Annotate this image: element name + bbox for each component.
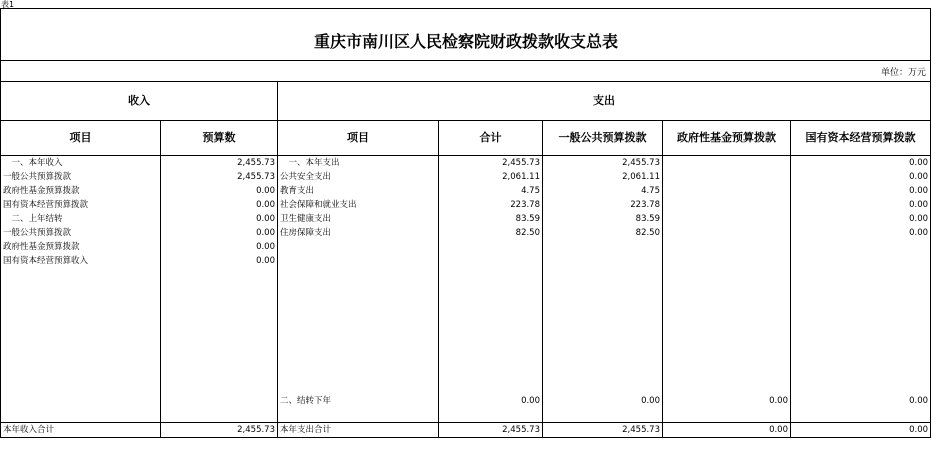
table-row <box>1 254 931 268</box>
total-cell <box>439 324 543 338</box>
total-cell: 82.50 <box>439 226 543 240</box>
state-capital-cell: 0.00 <box>791 212 931 226</box>
table-row <box>1 212 931 226</box>
expense-item-cell: 一、本年支出 <box>278 156 439 171</box>
expense-item-cell <box>278 380 439 394</box>
general-budget-cell <box>543 380 663 394</box>
total-cell: 4.75 <box>439 184 543 198</box>
state-capital-cell: 0.00 <box>791 156 931 171</box>
col-header-general: 一般公共预算拨款 <box>543 121 663 156</box>
income-value-cell <box>161 366 278 380</box>
income-item-cell: 政府性基金预算拨款 <box>1 184 161 198</box>
general-budget-cell: 2,455.73 <box>543 156 663 171</box>
income-item-cell <box>1 268 161 282</box>
state-capital-cell: 0.00 <box>791 198 931 212</box>
total-cell: 83.59 <box>439 212 543 226</box>
expense-item-cell <box>278 296 439 310</box>
general-budget-cell <box>543 366 663 380</box>
state-capital-cell <box>791 338 931 352</box>
income-item-cell <box>1 380 161 394</box>
total-cell <box>439 352 543 366</box>
table-row-totals <box>1 423 931 438</box>
income-value-cell <box>161 338 278 352</box>
expense-item-cell <box>278 324 439 338</box>
income-item-cell <box>1 324 161 338</box>
total-cell <box>439 282 543 296</box>
state-capital-cell <box>791 282 931 296</box>
fund-budget-cell <box>663 268 791 282</box>
income-item-cell: 二、上年结转 <box>1 212 161 226</box>
col-header-state: 国有资本经营预算拨款 <box>791 121 931 156</box>
general-budget-cell: 0.00 <box>543 394 663 408</box>
general-budget-cell: 2,061.11 <box>543 170 663 184</box>
table-row <box>1 170 931 184</box>
income-value-cell <box>161 268 278 282</box>
state-capital-cell: 0.00 <box>791 170 931 184</box>
income-value-cell: 0.00 <box>161 226 278 240</box>
table-row-empty <box>1 324 931 338</box>
income-value-cell <box>161 296 278 310</box>
general-budget-cell <box>543 338 663 352</box>
income-value-cell: 0.00 <box>161 184 278 198</box>
total-cell <box>439 268 543 282</box>
total-cell <box>439 408 543 423</box>
total-cell <box>439 338 543 352</box>
state-capital-cell <box>791 408 931 423</box>
total-cell <box>439 380 543 394</box>
total-cell <box>439 240 543 254</box>
table-row-empty <box>1 338 931 352</box>
income-section-header: 收入 <box>1 82 278 121</box>
general-budget-cell <box>543 324 663 338</box>
total-cell: 2,455.73 <box>439 423 543 438</box>
table-row <box>1 156 931 171</box>
income-item-cell <box>1 408 161 423</box>
income-value-cell <box>161 380 278 394</box>
income-value-cell <box>161 394 278 408</box>
expense-item-cell <box>278 268 439 282</box>
income-item-cell: 政府性基金预算拨款 <box>1 240 161 254</box>
income-item-cell <box>1 296 161 310</box>
expense-item-cell: 二、结转下年 <box>278 394 439 408</box>
income-item-cell: 一般公共预算拨款 <box>1 170 161 184</box>
expense-item-cell <box>278 366 439 380</box>
total-cell: 223.78 <box>439 198 543 212</box>
table-row <box>1 240 931 254</box>
fund-budget-cell <box>663 338 791 352</box>
fund-budget-cell <box>663 352 791 366</box>
state-capital-cell <box>791 352 931 366</box>
income-value-cell <box>161 352 278 366</box>
general-budget-cell <box>543 296 663 310</box>
report-title: 重庆市南川区人民检察院财政拨款收支总表 <box>313 32 618 51</box>
expense-item-cell <box>278 352 439 366</box>
table-row <box>1 226 931 240</box>
fund-budget-cell <box>663 170 791 184</box>
income-item-cell <box>1 338 161 352</box>
state-capital-cell <box>791 254 931 268</box>
fund-budget-cell <box>663 296 791 310</box>
state-capital-cell: 0.00 <box>791 184 931 198</box>
general-budget-cell <box>543 352 663 366</box>
general-budget-cell: 223.78 <box>543 198 663 212</box>
income-value-cell <box>161 324 278 338</box>
table-row <box>1 184 931 198</box>
table-row-carry-forward <box>1 394 931 408</box>
table-row-empty <box>1 380 931 394</box>
income-value-cell <box>161 408 278 423</box>
table-row-empty <box>1 366 931 380</box>
income-value-cell: 2,455.73 <box>161 170 278 184</box>
general-budget-cell <box>543 268 663 282</box>
expense-item-cell: 卫生健康支出 <box>278 212 439 226</box>
total-cell: 2,455.73 <box>439 156 543 171</box>
income-item-cell <box>1 394 161 408</box>
table-row-empty <box>1 296 931 310</box>
income-value-cell: 2,455.73 <box>161 423 278 438</box>
col-header-total: 合计 <box>439 121 543 156</box>
expense-item-cell: 公共安全支出 <box>278 170 439 184</box>
state-capital-cell: 0.00 <box>791 226 931 240</box>
table-row-empty <box>1 408 931 423</box>
state-capital-cell <box>791 324 931 338</box>
fund-budget-cell <box>663 282 791 296</box>
fund-budget-cell <box>663 254 791 268</box>
general-budget-cell <box>543 254 663 268</box>
total-cell: 2,061.11 <box>439 170 543 184</box>
col-header-expense-item: 项目 <box>278 121 439 156</box>
col-header-fund: 政府性基金预算拨款 <box>663 121 791 156</box>
fund-budget-cell <box>663 198 791 212</box>
sheet-label: 表1 <box>1 0 15 9</box>
state-capital-cell <box>791 310 931 324</box>
title-divider <box>0 60 930 61</box>
fund-budget-cell <box>663 184 791 198</box>
state-capital-cell <box>791 366 931 380</box>
expense-item-cell: 教育支出 <box>278 184 439 198</box>
table-row-empty <box>1 352 931 366</box>
income-value-cell: 0.00 <box>161 254 278 268</box>
income-value-cell: 0.00 <box>161 212 278 226</box>
total-cell <box>439 254 543 268</box>
state-capital-cell <box>791 296 931 310</box>
col-header-income-item: 项目 <box>1 121 161 156</box>
income-item-cell: 国有资本经营预算拨款 <box>1 198 161 212</box>
expense-section-header: 支出 <box>278 82 931 121</box>
expense-item-cell: 社会保障和就业支出 <box>278 198 439 212</box>
fund-budget-cell <box>663 240 791 254</box>
income-item-cell: 一般公共预算拨款 <box>1 226 161 240</box>
fund-budget-cell <box>663 324 791 338</box>
income-item-cell <box>1 310 161 324</box>
general-budget-cell <box>543 310 663 324</box>
table-row <box>1 198 931 212</box>
fund-budget-cell <box>663 310 791 324</box>
fund-budget-cell: 0.00 <box>663 423 791 438</box>
income-item-cell <box>1 352 161 366</box>
column-header-row <box>1 121 931 156</box>
income-value-cell: 2,455.73 <box>161 156 278 171</box>
general-budget-cell <box>543 240 663 254</box>
income-value-cell: 0.00 <box>161 240 278 254</box>
state-capital-cell: 0.00 <box>791 423 931 438</box>
income-value-cell <box>161 282 278 296</box>
total-cell <box>439 296 543 310</box>
section-header-row <box>1 82 931 121</box>
income-value-cell: 0.00 <box>161 198 278 212</box>
general-budget-cell: 4.75 <box>543 184 663 198</box>
income-item-cell: 国有资本经营预算收入 <box>1 254 161 268</box>
state-capital-cell: 0.00 <box>791 394 931 408</box>
fund-budget-cell <box>663 366 791 380</box>
total-cell: 0.00 <box>439 394 543 408</box>
expense-item-cell <box>278 240 439 254</box>
income-item-cell <box>1 282 161 296</box>
frame-top-border <box>0 8 930 9</box>
table-row-empty <box>1 268 931 282</box>
general-budget-cell: 2,455.73 <box>543 423 663 438</box>
income-item-cell <box>1 366 161 380</box>
general-budget-cell: 82.50 <box>543 226 663 240</box>
expense-item-cell <box>278 408 439 423</box>
fund-budget-cell: 0.00 <box>663 394 791 408</box>
general-budget-cell: 83.59 <box>543 212 663 226</box>
state-capital-cell <box>791 240 931 254</box>
total-cell <box>439 366 543 380</box>
expense-item-cell <box>278 282 439 296</box>
fund-budget-cell <box>663 226 791 240</box>
unit-label: 单位：万元 <box>880 68 926 78</box>
table-row-empty <box>1 310 931 324</box>
total-cell <box>439 310 543 324</box>
expense-item-cell: 住房保障支出 <box>278 226 439 240</box>
fund-budget-cell <box>663 156 791 171</box>
general-budget-cell <box>543 282 663 296</box>
state-capital-cell <box>791 268 931 282</box>
col-header-budget: 预算数 <box>161 121 278 156</box>
expense-item-cell <box>278 338 439 352</box>
fund-budget-cell <box>663 380 791 394</box>
fund-budget-cell <box>663 212 791 226</box>
income-item-cell: 一、本年收入 <box>1 156 161 171</box>
income-value-cell <box>161 310 278 324</box>
state-capital-cell <box>791 380 931 394</box>
expense-item-cell <box>278 310 439 324</box>
table-row-empty <box>1 282 931 296</box>
fund-budget-cell <box>663 408 791 423</box>
expense-item-cell <box>278 254 439 268</box>
general-budget-cell <box>543 408 663 423</box>
income-item-cell: 本年收入合计 <box>1 423 161 438</box>
expense-item-cell: 本年支出合计 <box>278 423 439 438</box>
finance-table <box>0 81 931 438</box>
